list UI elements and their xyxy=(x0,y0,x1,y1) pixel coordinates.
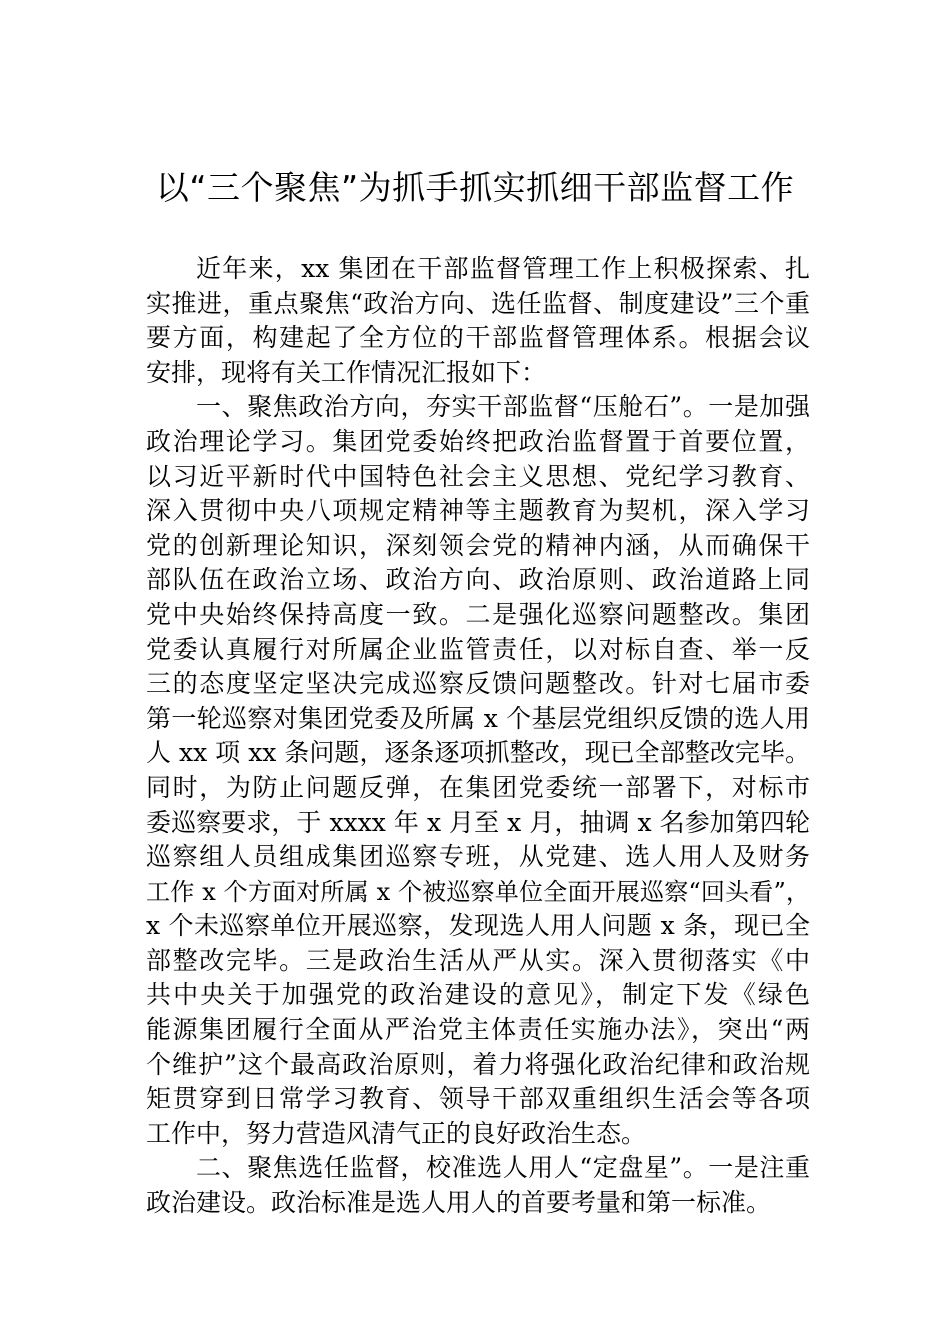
paragraph-line: 安排，现将有关工作情况汇报如下： xyxy=(146,357,547,387)
paragraph-line: 党的创新理论知识，深刻领会党的精神内涵，从而确保干 xyxy=(146,530,810,560)
paragraph-line: 矩贯穿到日常学习教育、领导干部双重组织生活会等各项 xyxy=(146,1084,810,1114)
paragraph-first-line: 一、聚焦政治方向，夯实干部监督“压舱石”。一是加强 xyxy=(196,392,810,422)
paragraph-line: 第一轮巡察对集团党委及所属 x 个基层党组织反馈的选人用 xyxy=(146,703,810,733)
paragraph-line: 共中央关于加强党的政治建设的意见》，制定下发《绿色 xyxy=(146,980,810,1010)
paragraph-line: 巡察组人员组成集团巡察专班，从党建、选人用人及财务 xyxy=(146,842,810,872)
paragraph-line: 要方面，构建起了全方位的干部监督管理体系。根据会议 xyxy=(146,323,810,353)
paragraph-line: 能源集团履行全面从严治党主体责任实施办法》，突出“两 xyxy=(146,1015,810,1045)
paragraph-line: 委巡察要求，于 xxxx 年 x 月至 x 月，抽调 x 名参加第四轮 xyxy=(146,807,810,837)
paragraph-first-line: 二、聚焦选任监督，校准选人用人“定盘星”。一是注重 xyxy=(196,1153,810,1183)
paragraph-line: 部整改完毕。三是政治生活从严从实。深入贯彻落实《中 xyxy=(146,945,810,975)
paragraph-line: 部队伍在政治立场、政治方向、政治原则、政治道路上同 xyxy=(146,565,810,595)
paragraph-line: 实推进，重点聚焦“政治方向、选任监督、制度建设”三个重 xyxy=(146,288,810,318)
paragraph-first-line: 近年来，xx 集团在干部监督管理工作上积极探索、扎 xyxy=(196,254,810,283)
paragraph-line: 政治理论学习。集团党委始终把政治监督置于首要位置， xyxy=(146,426,810,456)
paragraph-line: 党中央始终保持高度一致。二是强化巡察问题整改。集团 xyxy=(146,599,810,629)
paragraph-line: 以习近平新时代中国特色社会主义思想、党纪学习教育、 xyxy=(146,461,810,491)
paragraph-line: 工作中，努力营造风清气正的良好政治生态。 xyxy=(146,1118,647,1148)
paragraph-line: 同时，为防止问题反弹，在集团党委统一部署下，对标市 xyxy=(146,772,810,802)
document-body xyxy=(146,252,810,1221)
paragraph-line: 个维护”这个最高政治原则，着力将强化政治纪律和政治规 xyxy=(146,1049,810,1079)
paragraph-line: 深入贯彻中央八项规定精神等主题教育为契机，深入学习 xyxy=(146,496,810,526)
paragraph-line: x 个未巡察单位开展巡察，发现选人用人问题 x 条，现已全 xyxy=(146,911,810,941)
paragraph-line: 人 xx 项 xx 条问题，逐条逐项抓整改，现已全部整改完毕。 xyxy=(146,738,810,768)
paragraph-line: 党委认真履行对所属企业监管责任，以对标自查、举一反 xyxy=(146,634,810,664)
paragraph-line: 工作 x 个方面对所属 x 个被巡察单位全面开展巡察“回头看”， xyxy=(146,877,810,906)
paragraph-line: 三的态度坚定坚决完成巡察反馈问题整改。针对七届市委 xyxy=(146,669,810,699)
paragraph-line: 政治建设。政治标准是选人用人的首要考量和第一标准。 xyxy=(146,1188,772,1218)
document-title: 以“三个聚焦”为抓手抓实抓细干部监督工作 xyxy=(155,168,795,207)
